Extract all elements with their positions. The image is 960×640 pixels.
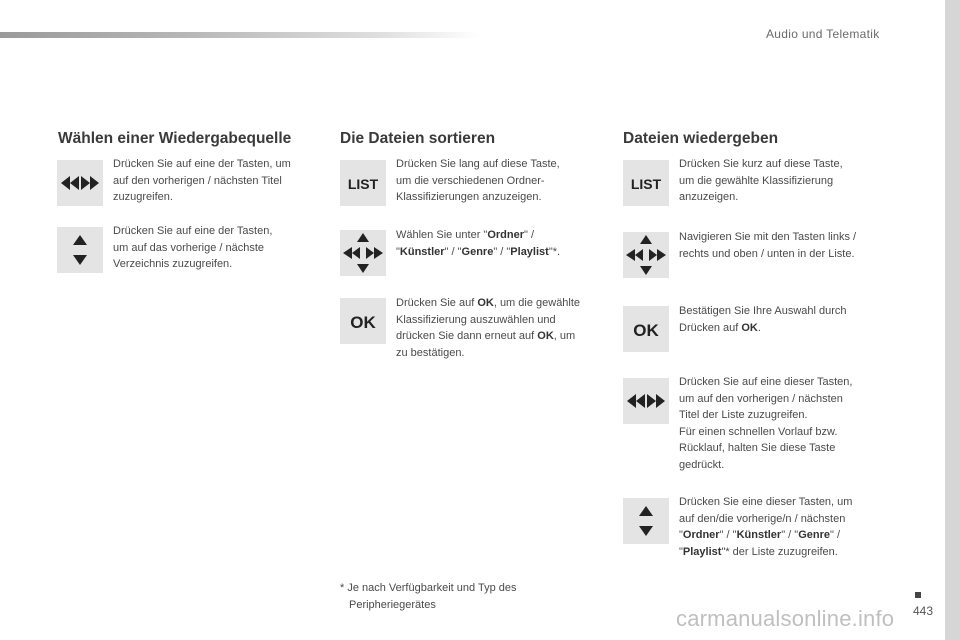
text-block: Drücken Sie eine dieser Tasten, um auf den/die vorherige/n / nächsten "Ordner" / "Künstler" / "Genre" / "Playlist"* der Liste zuzugreifen. bbox=[679, 496, 853, 558]
text-block: Navigieren Sie mit den Tasten links / rechts und oben / unten in der Liste. bbox=[679, 231, 857, 260]
footnote: * Je nach Verfügbarkeit und Typ des Peripheriegerätes bbox=[340, 582, 517, 611]
up-down-arrows-icon bbox=[623, 498, 669, 544]
watermark: carmanualsonline.info bbox=[676, 606, 895, 631]
four-arrows-icon bbox=[340, 230, 386, 276]
text-block: Drücken Sie auf eine der Tasten, um auf den vorherigen / nächsten Titel zuzugreifen. bbox=[113, 158, 291, 203]
column-title-source: Wählen einer Wiedergabequelle bbox=[58, 130, 292, 147]
text-block: Bestätigen Sie Ihre Auswahl durch Drücken auf OK. bbox=[679, 305, 847, 334]
column-title-sort: Die Dateien sortieren bbox=[340, 130, 496, 147]
ok-icon-label: OK bbox=[633, 321, 659, 340]
text-block: Drücken Sie auf eine der Tasten, um auf das vorherige / nächste Verzeichnis zuzugreifen. bbox=[113, 225, 273, 270]
list-icon bbox=[623, 160, 669, 206]
text-block: Wählen Sie unter "Ordner" / "Künstler" / "Genre" / "Playlist"*. bbox=[396, 229, 561, 258]
four-arrows-icon bbox=[623, 232, 669, 278]
ok-icon-label: OK bbox=[350, 313, 376, 332]
text-block: Drücken Sie auf eine dieser Tasten, um auf den vorherigen / nächsten Titel der Liste zuzugreifen. Für einen schnellen Vorlauf bzw. Rücklauf, halten Sie diese Taste gedrückt. bbox=[679, 376, 853, 471]
ok-icon bbox=[623, 306, 669, 352]
page-edge-strip bbox=[945, 0, 960, 640]
list-icon-label: LIST bbox=[630, 176, 662, 192]
skip-prev-next-icon bbox=[57, 160, 103, 206]
text-block: Drücken Sie auf OK, um die gewählte Klassifizierung auszuwählen und drücken Sie dann erneut auf OK, um zu bestätigen. bbox=[396, 297, 581, 359]
up-down-arrows-icon bbox=[57, 227, 103, 273]
section-title: Audio und Telematik bbox=[766, 27, 880, 41]
column-title-play: Dateien wiedergeben bbox=[623, 130, 779, 147]
page-marker bbox=[915, 592, 921, 598]
header-gradient-bar bbox=[0, 32, 480, 38]
skip-prev-next-icon bbox=[623, 378, 669, 424]
ok-icon bbox=[340, 298, 386, 344]
list-icon-label: LIST bbox=[347, 176, 379, 192]
page-number: 443 bbox=[913, 604, 934, 618]
text-block: Drücken Sie kurz auf diese Taste, um die gewählte Klassifizierung anzuzeigen. bbox=[679, 158, 843, 203]
list-icon bbox=[340, 160, 386, 206]
text-block: Drücken Sie lang auf diese Taste, um die verschiedenen Ordner- Klassifizierungen anzuzeigen. bbox=[396, 158, 560, 203]
